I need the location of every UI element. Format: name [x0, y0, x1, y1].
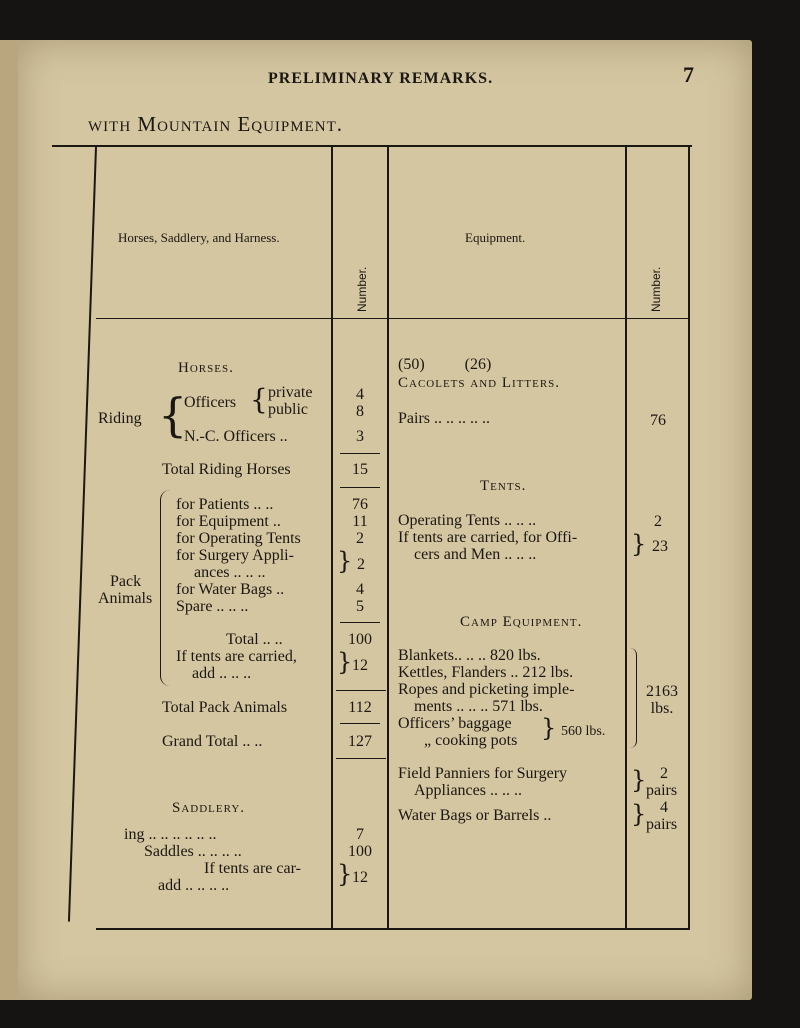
total-pack-label: Total Pack Animals	[162, 699, 288, 716]
public-number: 8	[356, 403, 364, 420]
pack-item-label: for Equipment ..	[176, 513, 281, 530]
saddlery-heading: Saddlery.	[172, 800, 246, 816]
riding-saddle-number: 7	[356, 826, 364, 843]
pairs-label: Pairs .. .. .. .. ..	[398, 410, 490, 427]
pack-total-number: 100	[348, 631, 372, 648]
baggage-weight: 560 lbs.	[561, 724, 606, 739]
saddle-tents-label-1: If tents are car-	[204, 860, 301, 877]
nc-officers-label: N.-C. Officers ..	[184, 428, 288, 445]
tents-heading: Tents.	[480, 478, 527, 494]
table-bottom-rule	[96, 928, 690, 930]
pack-label-1: Pack	[110, 573, 142, 590]
total-riding-rule	[340, 487, 380, 488]
table-top-rule	[52, 145, 692, 147]
tents-carried-label-1: If tents are carried,	[176, 648, 297, 665]
tents-carried-label-2: add .. .. ..	[192, 665, 252, 682]
pack-item-number: 2	[356, 530, 364, 547]
operating-tents-label: Operating Tents .. .. ..	[398, 512, 537, 529]
tents-carried-brace: }	[337, 648, 353, 676]
private-number: 4	[356, 386, 364, 403]
pack-item-number: 2	[357, 556, 365, 573]
panniers-label-1: Field Panniers for Surgery	[398, 765, 568, 782]
pack-total-rule	[336, 690, 386, 691]
officers-brace: {	[250, 383, 268, 416]
grand-total-label: Grand Total .. ..	[162, 733, 263, 750]
pack-item-label: for Patients .. ..	[176, 496, 274, 513]
pack-sum-rule	[340, 622, 380, 623]
pack-item-number: 76	[352, 496, 368, 513]
ropes-label-1: Ropes and picketing imple-	[398, 681, 575, 698]
cacolets-heading: Cacolets and Litters.	[398, 375, 561, 391]
total-riding-number: 15	[352, 461, 368, 478]
col-rule-4	[688, 147, 690, 929]
if-tents-label-1: If tents are carried, for Offi-	[398, 529, 578, 546]
page-subtitle: with Mountain Equipment.	[88, 112, 344, 136]
panniers-label-2: Appliances .. .. ..	[414, 782, 522, 799]
kettles-label: Kettles, Flanders .. 212 lbs.	[398, 664, 574, 681]
ropes-label-2: ments .. .. .. 571 lbs.	[414, 698, 543, 715]
running-head: PRELIMINARY REMARKS.	[268, 70, 494, 87]
pack-item-number: 4	[356, 581, 364, 598]
saddle-tents-brace: }	[337, 860, 353, 888]
nc-officers-number: 3	[356, 428, 364, 445]
water-bags-unit: pairs	[646, 816, 678, 833]
operating-tents-number: 2	[654, 513, 662, 530]
if-tents-brace: }	[631, 530, 647, 558]
pack-item-number: 11	[352, 513, 368, 530]
panniers-unit: pairs	[646, 782, 678, 799]
blankets-label: Blankets.. .. .. 820 lbs.	[398, 647, 541, 664]
if-tents-label-2: cers and Men .. .. ..	[414, 546, 537, 563]
pack-item-label: ances .. .. ..	[194, 564, 266, 581]
camp-total-unit: lbs.	[650, 700, 674, 717]
baggage-label-2: „ cooking pots	[424, 732, 518, 749]
water-bags-label: Water Bags or Barrels ..	[398, 807, 552, 824]
water-bags-brace: }	[631, 800, 647, 828]
panniers-number: 2	[660, 765, 668, 782]
camp-heading: Camp Equipment.	[460, 614, 583, 630]
pack-item-label: Spare .. .. ..	[176, 598, 249, 615]
pack-item-label: for Water Bags ..	[176, 581, 285, 598]
if-tents-number: 23	[652, 538, 668, 555]
riding-brace: {	[158, 388, 188, 442]
riding-saddle-label: ing .. .. .. .. .. ..	[124, 826, 217, 843]
riding-label: Riding	[98, 410, 142, 427]
pack-item-number: 5	[356, 598, 364, 615]
pack-saddles-number: 100	[348, 843, 372, 860]
water-bags-number: 4	[660, 799, 668, 816]
total-pack-number: 112	[348, 699, 372, 716]
page-number: 7	[683, 62, 695, 87]
right-column-header: Equipment.	[465, 230, 526, 245]
cacolets-numbers: (50) (26)	[398, 356, 492, 373]
private-label: private	[268, 384, 313, 401]
left-number-header: Number.	[355, 266, 369, 312]
pack-item-label: for Surgery Appli-	[176, 547, 294, 564]
col-rule-3	[625, 147, 627, 929]
pairs-number: 76	[650, 412, 666, 429]
riding-sum-rule	[340, 453, 380, 454]
grand-total-sum-rule	[340, 723, 380, 724]
baggage-label-1: Officers’ baggage	[398, 715, 512, 732]
pack-item-label: for Operating Tents	[176, 530, 301, 547]
header-bottom-rule	[96, 318, 690, 319]
camp-brace-left	[630, 648, 637, 748]
officers-label: Officers	[184, 394, 237, 411]
saddle-tents-label-2: add .. .. .. ..	[158, 877, 230, 894]
pack-saddles-label: Saddles .. .. .. ..	[144, 843, 242, 860]
surgery-brace: }	[337, 547, 353, 575]
total-riding-label: Total Riding Horses	[162, 461, 291, 478]
right-number-header: Number.	[649, 266, 663, 312]
saddle-tents-number: 12	[352, 869, 368, 886]
left-column-header: Horses, Saddlery, and Harness.	[118, 230, 280, 245]
pack-animals-brace	[160, 490, 173, 686]
camp-total-number: 2163	[646, 683, 678, 700]
public-label: public	[268, 401, 308, 418]
pack-total-label: Total .. ..	[226, 631, 283, 648]
baggage-brace: }	[541, 714, 557, 742]
grand-total-number: 127	[348, 733, 372, 750]
panniers-brace: }	[631, 766, 647, 794]
pack-label-2: Animals	[98, 590, 153, 607]
grand-total-rule	[336, 758, 386, 759]
horses-heading: Horses.	[178, 360, 234, 376]
tents-carried-number: 12	[352, 657, 368, 674]
col-rule-2	[387, 147, 389, 929]
